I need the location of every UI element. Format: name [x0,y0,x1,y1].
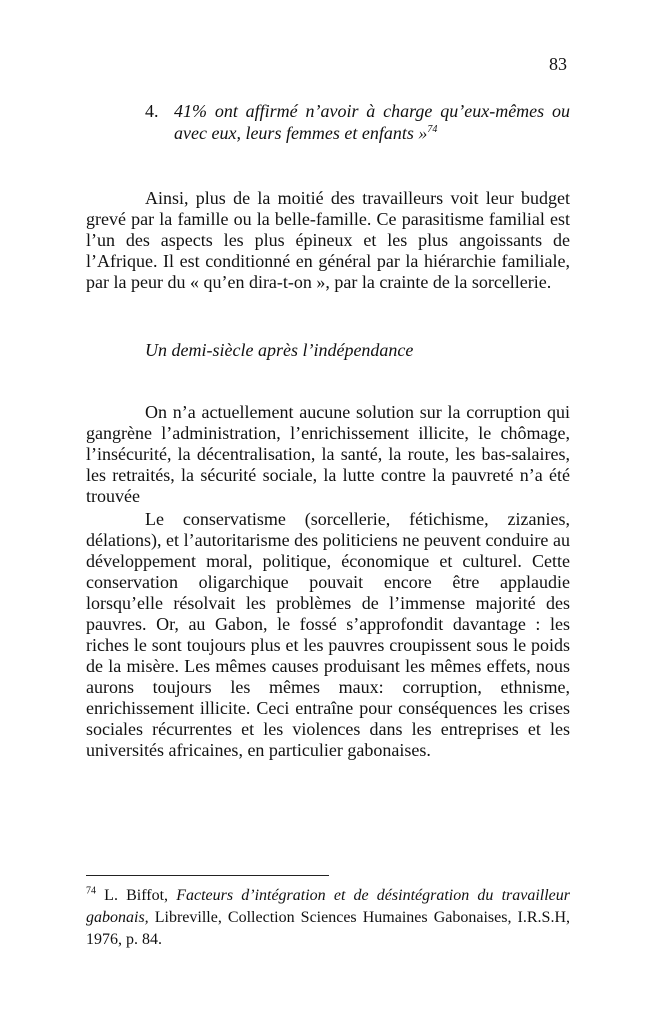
footnote [86,885,570,951]
list-item-text [174,100,570,144]
list-item-number: 4. [145,101,159,121]
section-heading: Un demi-siècle après l’indépendance [145,340,414,360]
page-number: 83 [549,54,567,74]
first-paragraph: Ainsi, plus de la moitié des travailleurs voit leur budget grevé par la famille ou la belle-famille. Ce parasitisme familial est l’un des aspects les plus épineux et les plus angoissants de l’Afrique. Il est conditionné en général par la hiérarchie familiale, par la peur du « qu’en dira-t-on », par la crainte de la sorcellerie. [86,188,570,292]
footnote-details: Libreville, Collection Sciences Humaines Gabonaises, I.R.S.H, 1976, p. 84. [86,909,570,948]
footnote-reference[interactable]: 74 [427,124,438,135]
numbered-list-item [145,100,570,144]
second-paragraph: On n’a actuellement aucune solution sur la corruption qui gangrène l’administration, l’enrichissement illicite, le chômage, l’insécurité, la décentralisation, la santé, la route, les bas-salaires, les retraités, la sécurité sociale, la lutte contre la pauvreté n’a été trouvée [86,402,570,506]
third-paragraph: Le conservatisme (sorcellerie, fétichisme, zizanies, délations), et l’autoritarisme des politiciens ne peuvent conduire au développement moral, politique, économique et culturel. Cette conservation oligarchique pouvait encore être applaudie lorsqu’elle résolvait les problèmes de l’immense majorité des pauvres. Or, au Gabon, le fossé s’approfondit davantage : les riches le sont toujours plus et les pauvres croupissent sous le poids de la misère. Les mêmes causes produisant les mêmes effets, nous aurons toujours les mêmes maux: corruption, ethnisme, enrichissement illicite. Ceci entraîne pour conséquences les crises sociales récurrentes et les violences dans les entreprises et les universités africaines, en particulier gabonaises. [86,509,570,760]
footnote-title: Facteurs d’intégration et de désintégration du travailleur gabonais, [86,887,571,926]
footnote-divider [86,875,329,876]
list-item-content: 41% ont affirmé n’avoir à charge qu’eux-mêmes ou avec eux, leurs femmes et enfants » [174,101,570,143]
footnote-author: L. Biffot, [104,887,177,904]
footnote-number: 74 [86,885,96,897]
